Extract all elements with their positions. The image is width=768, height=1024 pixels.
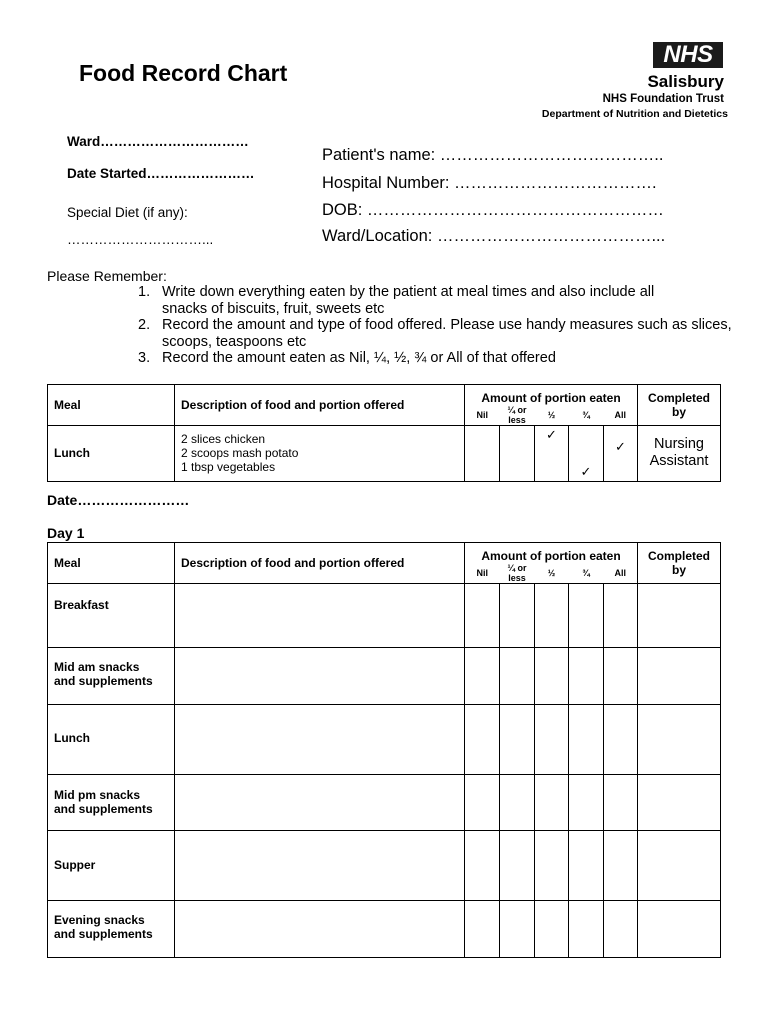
quarter-cell[interactable] bbox=[500, 704, 535, 774]
three-quarter-cell[interactable] bbox=[569, 647, 604, 704]
quarter-cell[interactable] bbox=[500, 425, 535, 481]
completed-cell[interactable] bbox=[638, 900, 721, 957]
half-cell[interactable] bbox=[535, 704, 569, 774]
remember-item bbox=[162, 301, 768, 318]
completed-header: Completed by bbox=[638, 543, 721, 584]
three-quarter-header: ¾ bbox=[569, 563, 604, 584]
meal-cell: Evening snacks and supplements bbox=[48, 900, 175, 957]
remember-heading: Please Remember: bbox=[47, 268, 167, 284]
description-cell[interactable] bbox=[175, 774, 465, 830]
remember-item: 2. Record the amount and type of food offered. Please use handy measures such as slices, bbox=[138, 317, 732, 333]
half-cell[interactable] bbox=[535, 830, 569, 900]
completed-cell[interactable] bbox=[638, 647, 721, 704]
table-row bbox=[48, 647, 721, 704]
description-cell[interactable] bbox=[175, 583, 465, 647]
nil-header: Nil bbox=[465, 563, 500, 584]
quarter-cell[interactable] bbox=[500, 900, 535, 957]
quarter-cell[interactable] bbox=[500, 830, 535, 900]
half-header: ½ bbox=[535, 405, 569, 426]
meal-cell: Lunch bbox=[48, 704, 175, 774]
meal-header: Meal bbox=[48, 385, 175, 426]
nil-cell[interactable] bbox=[465, 704, 500, 774]
amount-header: Amount of portion eaten bbox=[465, 543, 638, 563]
quarter-cell[interactable] bbox=[500, 774, 535, 830]
quarter-header: ¼ or less bbox=[500, 563, 535, 584]
remember-item: 3. Record the amount eaten as Nil, ¼, ½, ¾ or All of that offered bbox=[138, 350, 556, 366]
all-cell[interactable] bbox=[604, 774, 638, 830]
meal-header: Meal bbox=[48, 543, 175, 584]
nil-cell[interactable] bbox=[465, 647, 500, 704]
description-cell[interactable] bbox=[175, 647, 465, 704]
description-header: Description of food and portion offered bbox=[175, 385, 465, 426]
date-field[interactable]: Date…………………… bbox=[47, 492, 190, 508]
remember-item-text: scoops, teaspoons etc bbox=[162, 333, 307, 350]
completed-cell[interactable] bbox=[638, 830, 721, 900]
date-started-field[interactable]: Date Started…………………… bbox=[67, 166, 255, 181]
table-row bbox=[48, 704, 721, 774]
day-label: Day 1 bbox=[47, 525, 85, 541]
remember-item-text: Record the amount eaten as Nil, ¼, ½, ¾ or All of that offered bbox=[162, 350, 556, 366]
all-cell[interactable] bbox=[604, 583, 638, 647]
nil-cell[interactable] bbox=[465, 774, 500, 830]
all-header: All bbox=[604, 405, 638, 426]
three-quarter-cell[interactable] bbox=[569, 583, 604, 647]
three-quarter-cell[interactable] bbox=[569, 704, 604, 774]
trust-name: Salisbury bbox=[647, 72, 724, 91]
nil-cell[interactable] bbox=[465, 583, 500, 647]
remember-item-text: snacks of biscuits, fruit, sweets etc bbox=[162, 300, 385, 317]
example-table bbox=[47, 384, 721, 482]
remember-item: 1. Write down everything eaten by the patient at meal times and also include all bbox=[138, 284, 655, 300]
three-quarter-cell[interactable] bbox=[569, 900, 604, 957]
completed-cell[interactable] bbox=[638, 704, 721, 774]
tick-mark: ✓ bbox=[580, 463, 592, 479]
completed-cell[interactable] bbox=[638, 774, 721, 830]
three-quarter-cell[interactable] bbox=[569, 830, 604, 900]
description-header: Description of food and portion offered bbox=[175, 543, 465, 584]
all-header: All bbox=[604, 563, 638, 584]
nhs-logo: NHS bbox=[653, 42, 723, 68]
remember-item bbox=[162, 334, 768, 351]
all-cell[interactable] bbox=[604, 704, 638, 774]
completed-cell[interactable] bbox=[638, 583, 721, 647]
half-cell[interactable] bbox=[535, 425, 569, 481]
completed-header: Completed by bbox=[638, 385, 721, 426]
meal-cell: Breakfast bbox=[48, 583, 175, 647]
table-row bbox=[48, 774, 721, 830]
remember-item-text: Write down everything eaten by the patient at meal times and also include all bbox=[162, 284, 655, 300]
quarter-cell[interactable] bbox=[500, 647, 535, 704]
department-name: Department of Nutrition and Dietetics bbox=[541, 108, 728, 120]
half-header: ½ bbox=[535, 563, 569, 584]
special-diet-field[interactable]: …………………………... bbox=[67, 232, 214, 247]
trust-subtitle: NHS Foundation Trust bbox=[602, 93, 724, 105]
patient-name-field[interactable]: Patient's name: ………………………………….. bbox=[322, 146, 664, 164]
nil-cell[interactable] bbox=[465, 830, 500, 900]
hospital-number-field[interactable]: Hospital Number: ………………………………. bbox=[322, 174, 657, 192]
quarter-cell[interactable] bbox=[500, 583, 535, 647]
tick-mark: ✓ bbox=[546, 426, 557, 442]
half-cell[interactable] bbox=[535, 583, 569, 647]
half-cell[interactable] bbox=[535, 900, 569, 957]
meal-cell: Supper bbox=[48, 830, 175, 900]
all-cell[interactable] bbox=[604, 425, 638, 481]
table-row bbox=[48, 900, 721, 957]
tick-mark: ✓ bbox=[615, 439, 626, 454]
table-row bbox=[48, 583, 721, 647]
three-quarter-header: ¾ bbox=[569, 405, 604, 426]
remember-item-text: Record the amount and type of food offered. Please use handy measures such as slices, bbox=[162, 317, 732, 333]
meal-cell: Mid am snacks and supplements bbox=[48, 647, 175, 704]
description-cell[interactable] bbox=[175, 830, 465, 900]
nil-header: Nil bbox=[465, 405, 500, 426]
completed-cell[interactable]: Nursing Assistant bbox=[638, 425, 721, 481]
ward-field[interactable]: Ward…………………………… bbox=[67, 134, 249, 149]
half-cell[interactable] bbox=[535, 647, 569, 704]
three-quarter-cell[interactable] bbox=[569, 425, 604, 481]
description-cell[interactable] bbox=[175, 900, 465, 957]
description-cell[interactable] bbox=[175, 704, 465, 774]
remember-list bbox=[138, 284, 768, 367]
dob-field[interactable]: DOB: ……………………………………………… bbox=[322, 201, 664, 219]
meal-cell: Mid pm snacks and supplements bbox=[48, 774, 175, 830]
day-table bbox=[47, 542, 721, 958]
description-cell: 2 slices chicken 2 scoops mash potato 1 tbsp vegetables bbox=[175, 425, 465, 481]
nil-cell[interactable] bbox=[465, 425, 500, 481]
quarter-header: ¼ or less bbox=[500, 405, 535, 426]
nil-cell[interactable] bbox=[465, 900, 500, 957]
three-quarter-cell[interactable] bbox=[569, 774, 604, 830]
half-cell[interactable] bbox=[535, 774, 569, 830]
special-diet-label: Special Diet (if any): bbox=[67, 205, 188, 220]
table-row bbox=[48, 425, 721, 481]
all-cell[interactable] bbox=[604, 830, 638, 900]
page-title: Food Record Chart bbox=[79, 60, 288, 86]
meal-cell: Lunch bbox=[48, 425, 175, 481]
all-cell[interactable] bbox=[604, 647, 638, 704]
all-cell[interactable] bbox=[604, 900, 638, 957]
ward-location-field[interactable]: Ward/Location: …………………………………... bbox=[322, 227, 666, 245]
table-row bbox=[48, 830, 721, 900]
amount-header: Amount of portion eaten bbox=[465, 385, 638, 405]
